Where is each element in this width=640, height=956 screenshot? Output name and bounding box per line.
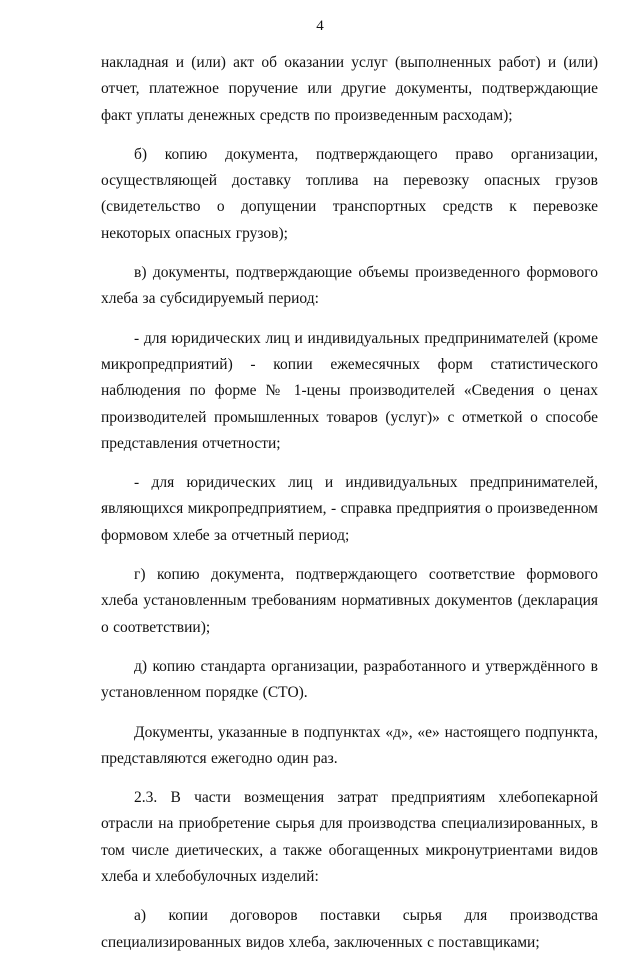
paragraph-item-a: а) копии договоров поставки сырья для производства специализированных видов хлеба, заключенных с поставщиками; bbox=[101, 907, 598, 951]
paragraph-item-b: б) копию документа, подтверждающего право организации, осуществляющей доставку топлива на перевозку опасных грузов (свидетельство о допущении транспортных средств к перевозке некоторых опасных грузов); bbox=[101, 145, 598, 242]
paragraph-item-d: д) копию стандарта организации, разработанного и утверждённого в установленном порядке (СТО). bbox=[101, 657, 598, 702]
paragraph-annual-documents: Документы, указанные в подпунктах «д», «е» настоящего подпункта, представляются ежегодно один раз. bbox=[101, 723, 598, 767]
paragraph-invoice-continuation: накладная и (или) акт об оказании услуг (выполненных работ) и (или) отчет, платежное поручение или другие документы, подтверждающие факт уплаты денежных средств по произведенным расходам); bbox=[101, 54, 598, 124]
paragraph-item-v: в) документы, подтверждающие объемы произведенного формового хлеба за субсидируемый период: bbox=[101, 264, 598, 308]
document-body bbox=[101, 50, 598, 956]
paragraph-item-g: г) копию документа, подтверждающего соответствие формового хлеба установленным требованиям нормативных документов (декларация о соответствии); bbox=[101, 566, 598, 636]
paragraph-subitem-microenterprises: - для юридических лиц и индивидуальных предпринимателей, являющихся микропредприятием, - справка предприятия о произведенном формовом хлебе за отчетный период; bbox=[101, 474, 598, 544]
paragraph-subitem-legal-entities: - для юридических лиц и индивидуальных предпринимателей (кроме микропредприятий) - копии ежемесячных форм статистического наблюдения по форме № 1-цены производителей «Сведения о ценах производителей промышленных товаров (услуг)» с отметкой о способе представления отчетности; bbox=[101, 329, 598, 452]
page-number: 4 bbox=[316, 18, 324, 34]
paragraph-section-2-3: 2.3. В части возмещения затрат предприятиям хлебопекарной отрасли на приобретение сырья для производства специализированных, в том числе диетических, а также обогащенных микронутриентами видов хлеба и хлебобулочных изделий: bbox=[101, 789, 598, 886]
